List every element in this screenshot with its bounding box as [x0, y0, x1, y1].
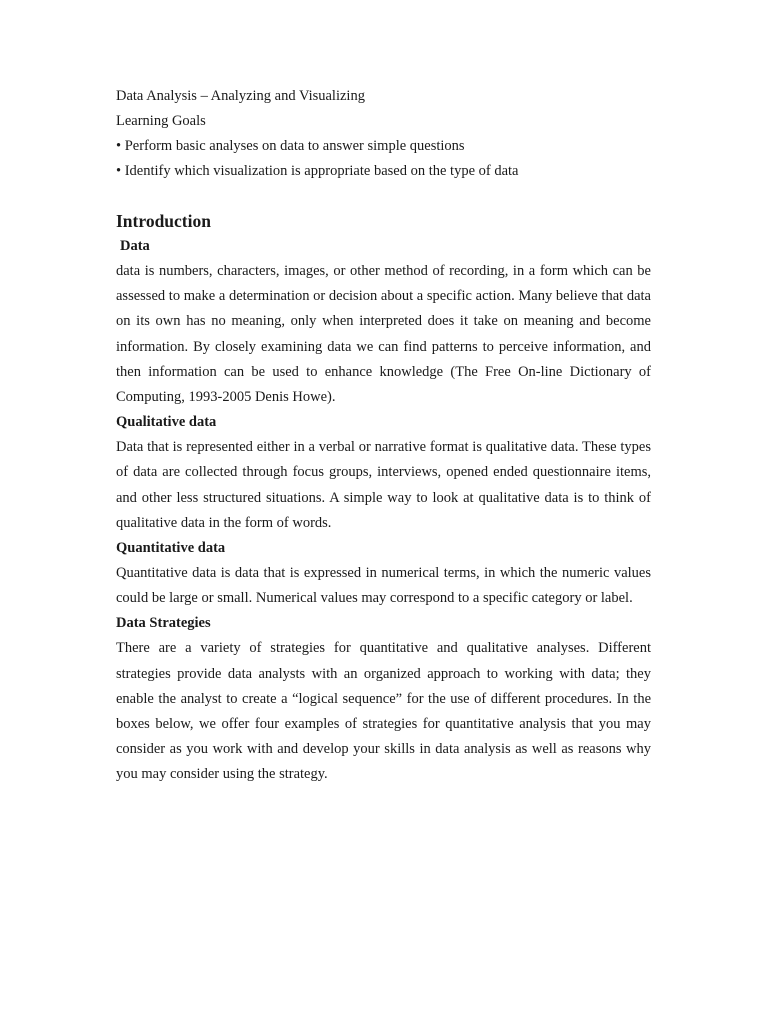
learning-goal-item: • Identify which visualization is appropriate based on the type of data — [116, 163, 519, 179]
document-page — [116, 84, 651, 788]
section-heading-data-strategies: Data Strategies — [116, 615, 211, 632]
section-body-qualitative-data: Data that is represented either in a verbal or narrative format is qualitative data. These types of data are collected through focus groups, interviews, opened ended questionnaire items, and other less structured situations. A simple way to look at qualitative data is to think of qualitative data in the form of words. — [116, 439, 651, 531]
learning-goal-item: • Perform basic analyses on data to answer simple questions — [116, 138, 465, 154]
section-body-data-strategies: There are a variety of strategies for quantitative and qualitative analyses. Different strategies provide data analysts with an organized approach to working with data; they enable the analyst to create a “logical sequence” for the use of different procedures. In the boxes below, we offer four examples of strategies for quantitative analysis that you may consider as you work with and develop your skills in data analysis as well as reasons why you may consider using the strategy. — [116, 640, 651, 783]
document-title: Data Analysis – Analyzing and Visualizing — [116, 88, 365, 104]
learning-goals-label: Learning Goals — [116, 113, 206, 129]
section-body-data: data is numbers, characters, images, or other method of recording, in a form which can be assessed to make a determination or decision about a specific action. Many believe that data on its own has no meaning, only when interpreted does it take on meaning and become information. By closely examining data we can find patterns to perceive information, and then information can be used to enhance knowledge (The Free On-line Dictionary of Computing, 1993-2005 Denis Howe). — [116, 263, 651, 406]
section-heading-data: Data — [120, 238, 150, 254]
section-heading-qualitative-data: Qualitative data — [116, 414, 217, 431]
section-body-quantitative-data: Quantitative data is data that is expressed in numerical terms, in which the numeric values could be large or small. Numerical values may correspond to a specific category or label. — [116, 565, 651, 607]
section-heading-quantitative-data: Quantitative data — [116, 540, 226, 557]
introduction-heading: Introduction — [116, 211, 211, 231]
